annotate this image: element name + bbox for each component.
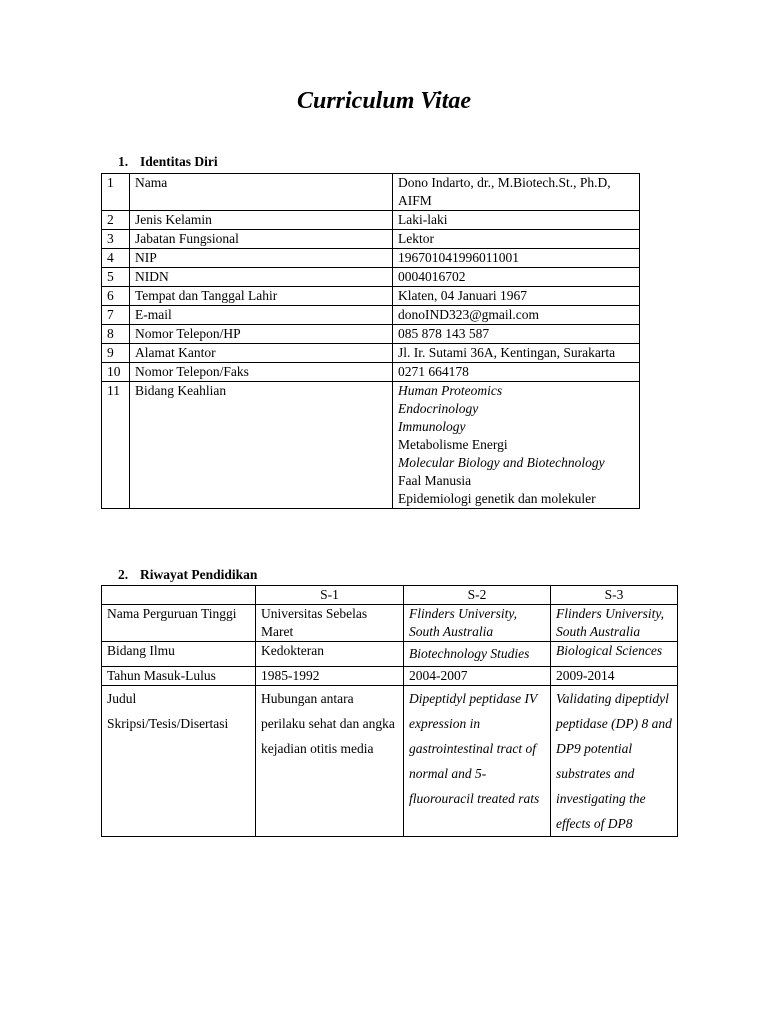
section-heading-identity xyxy=(118,154,218,170)
row-number: 3 xyxy=(102,230,130,249)
row-label: Nama Perguruan Tinggi xyxy=(102,605,256,642)
s3-cell: Biological Sciences xyxy=(551,642,678,667)
row-label: NIP xyxy=(130,249,393,268)
document-title: Curriculum Vitae xyxy=(296,88,472,114)
row-value: donoIND323@gmail.com xyxy=(393,306,640,325)
expertise-list xyxy=(393,382,640,509)
row-number: 6 xyxy=(102,287,130,306)
column-header xyxy=(102,586,256,605)
row-label: Nomor Telepon/Faks xyxy=(130,363,393,382)
table-row xyxy=(102,230,640,249)
table-row xyxy=(102,382,640,509)
education-table xyxy=(101,585,678,837)
table-row xyxy=(102,268,640,287)
identity-table xyxy=(101,173,640,509)
s3-cell: Validating dipeptidyl peptidase (DP) 8 and DP9 potential substrates and investigating the effects of DP8 xyxy=(551,686,678,837)
row-value: Laki-laki xyxy=(393,211,640,230)
table-row xyxy=(102,605,678,642)
s2-cell: Dipeptidyl peptidase IV expression in gastrointestinal tract of normal and 5-fluorouracil treated rats xyxy=(404,686,551,837)
expertise-item: Human Proteomics xyxy=(398,383,503,398)
row-label: Alamat Kantor xyxy=(130,344,393,363)
expertise-item: Faal Manusia xyxy=(398,473,472,488)
table-row xyxy=(102,686,678,837)
column-header: S-2 xyxy=(404,586,551,605)
row-label: Tempat dan Tanggal Lahir xyxy=(130,287,393,306)
row-label: E-mail xyxy=(130,306,393,325)
row-number: 1 xyxy=(102,174,130,211)
s1-cell: 1985-1992 xyxy=(256,667,404,686)
s2-cell: Biotechnology Studies xyxy=(404,642,551,667)
table-row xyxy=(102,174,640,211)
row-label: Nama xyxy=(130,174,393,211)
row-number: 10 xyxy=(102,363,130,382)
s1-cell: Universitas Sebelas Maret xyxy=(256,605,404,642)
table-row xyxy=(102,642,678,667)
row-label: Jabatan Fungsional xyxy=(130,230,393,249)
expertise-item: Metabolisme Energi xyxy=(398,437,508,452)
section-number: 2. xyxy=(118,567,129,582)
table-row xyxy=(102,344,640,363)
row-value: Lektor xyxy=(393,230,640,249)
row-number: 2 xyxy=(102,211,130,230)
row-label: Nomor Telepon/HP xyxy=(130,325,393,344)
row-number: 11 xyxy=(102,382,130,509)
row-label: Tahun Masuk-Lulus xyxy=(102,667,256,686)
row-value: Dono Indarto, dr., M.Biotech.St., Ph.D, AIFM xyxy=(393,174,640,211)
row-number: 4 xyxy=(102,249,130,268)
expertise-item: Epidemiologi genetik dan molekuler xyxy=(398,491,596,506)
s2-cell: Flinders University, South Australia xyxy=(404,605,551,642)
expertise-item: Molecular Biology and Biotechnology xyxy=(398,455,605,470)
table-header-row xyxy=(102,586,678,605)
table-row xyxy=(102,287,640,306)
s1-cell: Hubungan antara perilaku sehat dan angka kejadian otitis media xyxy=(256,686,404,837)
row-label: Judul Skripsi/Tesis/Disertasi xyxy=(102,686,256,837)
table-row xyxy=(102,363,640,382)
row-value: Jl. Ir. Sutami 36A, Kentingan, Surakarta xyxy=(393,344,640,363)
section-title: Identitas Diri xyxy=(140,154,218,169)
row-label: Bidang Ilmu xyxy=(102,642,256,667)
row-number: 8 xyxy=(102,325,130,344)
row-value: Klaten, 04 Januari 1967 xyxy=(393,287,640,306)
table-row xyxy=(102,249,640,268)
table-row xyxy=(102,667,678,686)
row-label: NIDN xyxy=(130,268,393,287)
row-number: 5 xyxy=(102,268,130,287)
column-header: S-1 xyxy=(256,586,404,605)
column-header: S-3 xyxy=(551,586,678,605)
section-number: 1. xyxy=(118,154,129,169)
section-title: Riwayat Pendidikan xyxy=(140,567,258,582)
row-label: Jenis Kelamin xyxy=(130,211,393,230)
s1-cell: Kedokteran xyxy=(256,642,404,667)
table-row xyxy=(102,306,640,325)
row-value: 0004016702 xyxy=(393,268,640,287)
s3-cell: 2009-2014 xyxy=(551,667,678,686)
table-row xyxy=(102,211,640,230)
expertise-item: Immunology xyxy=(398,419,466,434)
row-value: 196701041996011001 xyxy=(393,249,640,268)
row-number: 9 xyxy=(102,344,130,363)
section-heading-education xyxy=(118,567,257,583)
row-value: 0271 664178 xyxy=(393,363,640,382)
table-row xyxy=(102,325,640,344)
row-number: 7 xyxy=(102,306,130,325)
row-label: Bidang Keahlian xyxy=(130,382,393,509)
s3-cell: Flinders University, South Australia xyxy=(551,605,678,642)
expertise-item: Endocrinology xyxy=(398,401,479,416)
s2-cell: 2004-2007 xyxy=(404,667,551,686)
row-value: 085 878 143 587 xyxy=(393,325,640,344)
